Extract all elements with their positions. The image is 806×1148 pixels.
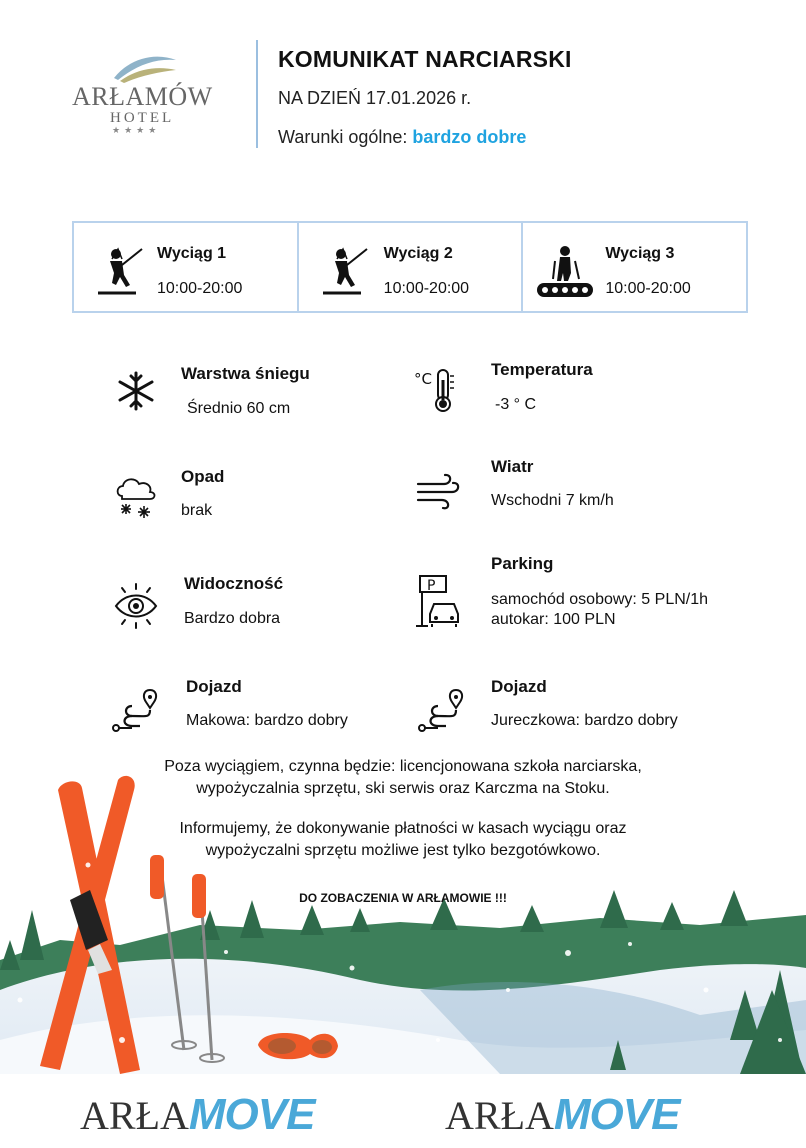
lift-1-hours: 10:00-20:00 (157, 280, 243, 297)
snow-cloud-icon (112, 474, 160, 522)
wind-icon (414, 466, 462, 514)
eye-icon (112, 582, 160, 630)
logo-swoosh-icon (110, 48, 180, 84)
snowcat-icon (535, 245, 595, 301)
footer-logo-left-a: ARŁA (80, 1093, 189, 1138)
footer-logo-right (445, 1090, 679, 1140)
notes-p1-line2: wypożyczalnia sprzętu, ski serwis oraz Karczma na Stoku. (196, 780, 610, 797)
footer-logo-left-b: MOVE (188, 1090, 315, 1139)
logo-name: ARŁAMÓW (72, 82, 213, 111)
header-divider (256, 40, 258, 148)
footer-logo-left (80, 1090, 314, 1140)
lift-2-hours: 10:00-20:00 (383, 280, 470, 297)
wind-value: Wschodni 7 km/h (491, 492, 614, 509)
parking-title: Parking (491, 554, 554, 573)
route-icon (110, 686, 158, 734)
notes-p1-line1: Poza wyciągiem, czynna będzie: licencjonowana szkoła narciarska, (164, 758, 642, 775)
snowflake-icon (112, 367, 160, 415)
access2-value: Jureczkowa: bardzo dobry (491, 712, 678, 729)
svg-text:°C: °C (414, 370, 432, 388)
logo-sub: HOTEL (110, 110, 175, 126)
visibility-title: Widoczność (184, 574, 284, 593)
access2-title: Dojazd (491, 677, 547, 696)
lift-1-name: Wyciąg 1 (157, 245, 227, 262)
conditions-value: bardzo dobre (412, 127, 527, 147)
general-conditions (278, 127, 526, 148)
temperature-title: Temperatura (491, 360, 593, 379)
thermometer-icon (414, 366, 462, 414)
temperature-value: -3 ° C (495, 396, 537, 413)
lift-3-hours: 10:00-20:00 (605, 280, 691, 297)
page-title: KOMUNIKAT NARCIARSKI (278, 46, 572, 72)
visibility-value: Bardzo dobra (184, 610, 281, 627)
hotel-logo (70, 48, 220, 136)
notes-p2-line1: Informujemy, że dokonywanie płatności w kasach wyciągu oraz (179, 820, 627, 837)
notes-paragraph-1 (0, 756, 806, 800)
wind-title: Wiatr (491, 457, 534, 476)
report-date: NA DZIEŃ 17.01.2026 r. (278, 88, 472, 108)
precip-title: Opad (181, 467, 225, 486)
parking-car-price: samochód osobowy: 5 PLN/1h (491, 591, 709, 608)
lift-3-name: Wyciąg 3 (605, 245, 675, 262)
parking-bus-price: autokar: 100 PLN (491, 611, 616, 628)
precip-value: brak (181, 502, 213, 519)
skier-icon (96, 245, 148, 301)
notes-paragraph-2 (0, 818, 806, 862)
notes-p2-line2: wypożyczalni sprzętu możliwe jest tylko bezgotówkowo. (205, 842, 601, 859)
lift-3 (523, 223, 746, 311)
lift-2-name: Wyciąg 2 (383, 245, 453, 262)
route-icon (416, 686, 464, 734)
snow-value: Średnio 60 cm (187, 400, 291, 417)
footer-logo-right-b: MOVE (553, 1090, 680, 1139)
access1-title: Dojazd (186, 677, 242, 696)
footer-logo-right-a: ARŁA (445, 1093, 554, 1138)
logo-stars: ★★★★ (112, 125, 161, 135)
goodbye-text: DO ZOBACZENIA W ARŁAMOWIE !!! (299, 891, 507, 905)
lift-2 (299, 223, 524, 311)
svg-text:P: P (427, 578, 436, 594)
skier-icon (321, 245, 373, 301)
snow-title: Warstwa śniegu (181, 364, 310, 383)
access1-value: Makowa: bardzo dobry (186, 712, 348, 729)
conditions-label: Warunki ogólne: (278, 127, 408, 147)
parking-icon (414, 574, 462, 628)
lift-1 (74, 223, 299, 311)
lifts-table (72, 221, 748, 313)
